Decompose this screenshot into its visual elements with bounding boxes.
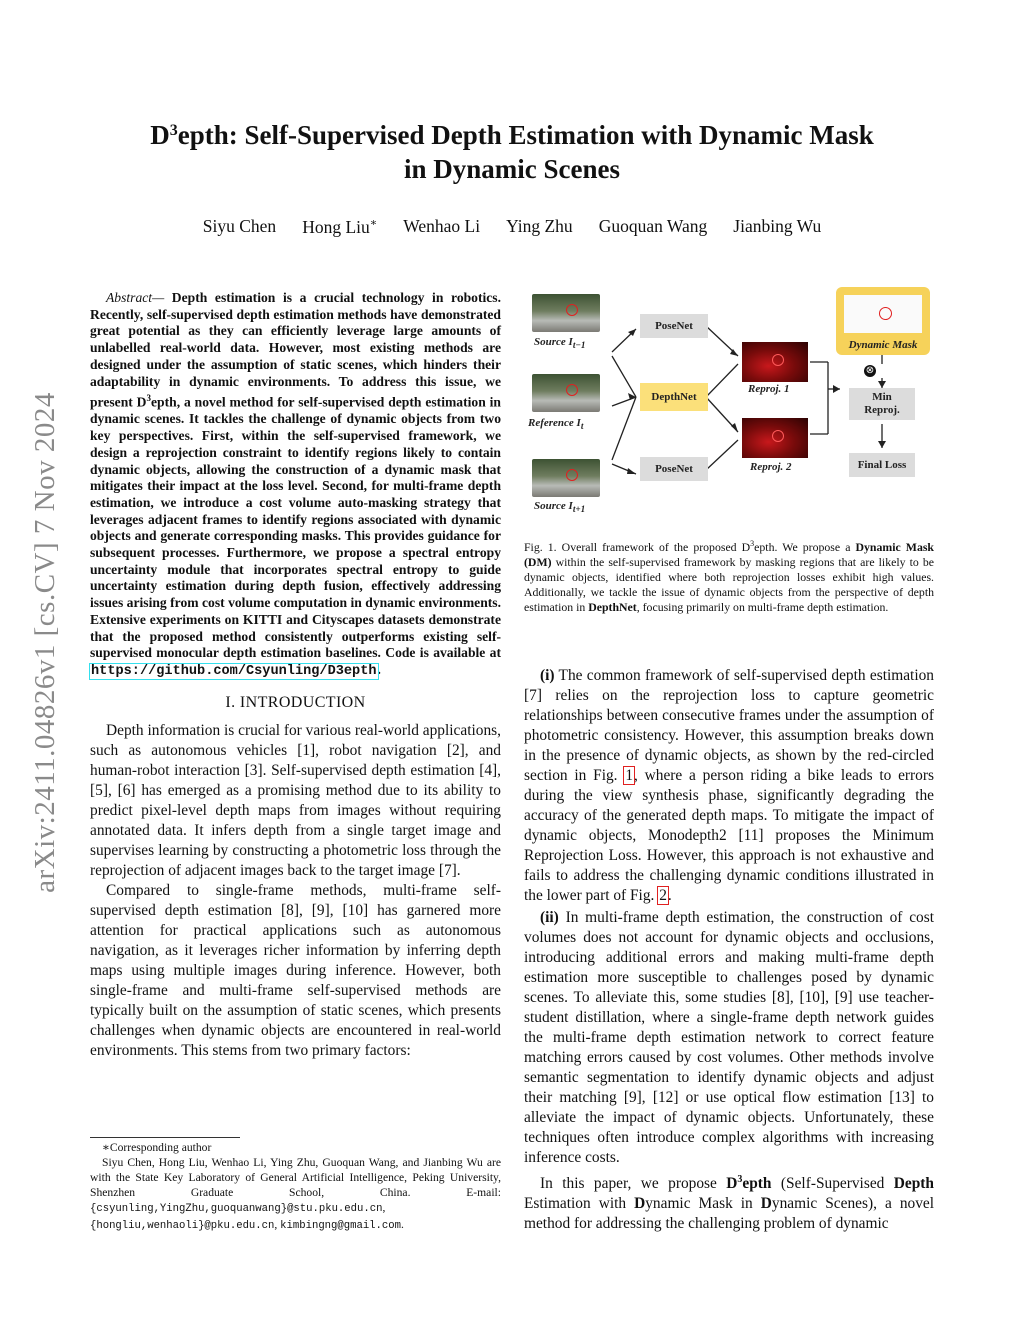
author-list	[112, 216, 912, 238]
right-paragraph-2	[524, 908, 934, 1168]
footnote-affiliation	[90, 1155, 501, 1234]
intro-paragraph-1: Depth information is crucial for various real-world applications, such as autonomous vehicles [1], robot navigation [2], and human-robot interaction [3]. Self-supervised depth estimation [4], [5], [6] has emerged as a promising method due to its ability to predict pixel-level depth maps from images without requiring annotated data. It infers depth from a single target image and supervises learning by constructing a photometric loss through the reprojection of adjacent images back to the target image [7].	[90, 721, 501, 879]
figure-caption	[524, 536, 934, 615]
reference-frame-image	[532, 374, 600, 412]
dynamic-mask-image	[844, 295, 922, 333]
reprojection-2-map	[742, 418, 808, 458]
para-bold: epth	[742, 1175, 772, 1193]
code-link[interactable]: https://github.com/Csyunling/D3epth	[91, 664, 377, 679]
figure-caption-block	[524, 536, 934, 615]
abstract-lead: Abstract—	[106, 290, 165, 305]
para-text: .	[667, 887, 672, 904]
email-link[interactable]: kimbingng@gmail.com	[280, 1220, 401, 1232]
author: Jianbing Wu	[733, 216, 822, 236]
right-paragraph-3	[524, 1170, 934, 1234]
arrowhead	[878, 441, 886, 448]
title-superscript: 3	[169, 122, 178, 139]
final-loss-box: Final Loss	[849, 453, 915, 477]
label-text: Source I	[534, 336, 573, 348]
footnote-rule	[90, 1137, 240, 1138]
source-frame-next-image	[532, 459, 600, 497]
label-sub: t	[580, 421, 584, 432]
arrow	[706, 440, 738, 470]
caption-bold: DepthNet	[588, 599, 637, 614]
author: Ying Zhu	[506, 216, 573, 236]
para-text: (Self-Supervised	[771, 1175, 894, 1193]
author-corresponding	[302, 216, 377, 238]
caption-sup: 3	[750, 539, 755, 548]
intro-paragraph-2: Compared to single-frame methods, multi-frame self-supervised depth estimation [8], [9], [10] has garnered more attention for practical applications such as autonomous navigation, as it leverages richer information by inferring depth maps using multiple images during inference. However, both single-frame and multi-frame self-supervised methods are typically built on the assumption of static scenes, which presents challenges when dynamic objects are encountered in real-world environments. This stems from two primary factors:	[90, 881, 501, 1059]
paper-title	[112, 118, 912, 186]
title-line-2: in Dynamic Scenes	[404, 154, 620, 184]
footnote-corresponding: ∗Corresponding author	[102, 1141, 212, 1154]
email-link[interactable]: {hongliu,wenhaoli}@pku.edu.cn	[90, 1220, 275, 1232]
section-heading-introduction: I. INTRODUCTION	[225, 693, 366, 711]
label-text: Reference I	[528, 417, 581, 429]
para-bold: D	[760, 1195, 772, 1213]
abstract-text-2: epth, a novel method for self-supervised depth estimation in dynamic scenes. It tackles the challenge of dynamic objects from two key perspectives. First, within the self-supervised framework, we design a reprojection constraint to identify regions likely to contain dynamic objects, allowing the construction of a dynamic mask that mitigates their impact at the loss level. Second, for multi-frame depth estimation, we introduce a cost volume auto-masking strategy that leverages adjacent frames to identify regions associated with dynamic objects and generate corresponding masks. This provides guidance for subsequent processes. Furthermore, we propose a spectral entropy uncertainty module that incorporates spectral entropy to guide uncertainty estimation during depth fusion, effectively addressing issues arising from cost volume computation in dynamic environments. Extensive experiments on KITTI and Cityscapes datasets demonstrate that the proposed method consistently outperforms existing self-supervised monocular depth estimation baselines. Code is available at	[90, 394, 501, 661]
label-sub: t−1	[572, 340, 586, 351]
para-text: In multi-frame depth estimation, the construction of cost volumes does not account for dynamic objects and occlusions, introducing additional errors and making multi-frame depth estimation more susceptible to challenges posed by dynamic scenes. To alleviate this, some studies [8], [10], [9] use teacher-student distillation, where a single-frame depth network guides the multi-frame depth estimation network to correct feature matching errors caused by cost volumes. Other methods involve semantic segmentation to identify dynamic objects and adjust their matching [9], [12] or use optical flow estimation [13] to alleviate the impact of dynamic objects. Unfortunately, these techniques often introduce complex algorithms with increasing inference costs.	[524, 909, 934, 1166]
caption-text: Fig. 1. Overall framework of the proposed D	[524, 539, 751, 554]
depthnet-box: DepthNet	[640, 383, 708, 411]
reproj1-label: Reproj. 1	[748, 383, 790, 395]
abstract-sup: 3	[146, 393, 152, 404]
dynamic-mask-panel	[836, 287, 930, 355]
para-text: ynamic Scenes), a novel method for addressing the challenging problem of dynamic	[524, 1195, 935, 1233]
para-text: ynamic Mask in	[645, 1195, 761, 1213]
arrowhead	[627, 468, 636, 474]
multiply-operator-icon: ⊗	[865, 365, 875, 376]
footnote	[90, 1137, 501, 1234]
label-text: Source I	[534, 500, 573, 512]
arrow	[612, 397, 636, 460]
author-name: Hong Liu	[302, 216, 370, 237]
para-bold-sup: 3	[737, 1174, 743, 1185]
reprojection-1-map	[742, 342, 808, 382]
right-column-body	[524, 666, 934, 1234]
arrowhead	[878, 381, 886, 388]
source-next-label	[534, 500, 585, 514]
para-text: Estimation with	[524, 1195, 635, 1213]
caption-bold: Dynamic Mask (DM)	[524, 539, 934, 569]
figure-reference-link[interactable]: 2	[659, 887, 667, 904]
right-paragraph-1	[524, 666, 934, 906]
min-reproj-line2: Reproj.	[864, 404, 900, 416]
para-bold: D	[726, 1175, 738, 1193]
para-label: (i)	[540, 667, 555, 684]
arxiv-identifier	[28, 355, 61, 930]
author: Siyu Chen	[202, 216, 277, 236]
para-text: In this paper, we propose	[540, 1175, 727, 1193]
min-reproj-line1: Min	[872, 391, 892, 403]
corresponding-mark: ∗	[369, 217, 378, 229]
para-text: The common framework of self-supervised depth estimation [7] relies on the reprojection loss to capture geometric relationships between consecutive frames under the assumption of photometric consistency. However, this assumption breaks down in the presence of dynamic objects, as shown by the red-circled section in Fig.	[524, 667, 934, 784]
author: Wenhao Li	[403, 216, 481, 236]
dynamic-mask-label: Dynamic Mask	[848, 339, 918, 351]
arrowhead	[731, 423, 738, 432]
abstract	[90, 290, 501, 681]
para-text: , where a person riding a bike leads to errors during the view synthesis phase, significantly degrading the accuracy of the generated depth maps. To mitigate the impact of dynamic objects, Monodepth2 [11] proposes the Minimum Reprojection Loss. However, this approach is not exhaustive and fails to address the challenging dynamic conditions illustrated in the lower part of Fig.	[524, 767, 934, 904]
para-bold: D	[634, 1195, 646, 1213]
caption-text: within the self-supervised framework by masking regions that are likely to be dynamic objects, identified where both reprojection losses exhibit high values. Additionally, we tackle the issue of dynamic objects from the perspective of depth estimation in	[524, 554, 934, 614]
title-line-1	[112, 118, 912, 152]
reproj2-label: Reproj. 2	[750, 461, 792, 473]
label-sub: t+1	[572, 504, 586, 515]
title-prefix: D	[150, 120, 170, 150]
reference-label	[528, 417, 583, 431]
affiliation-text: Siyu Chen, Hong Liu, Wenhao Li, Ying Zhu, Guoquan Wang, and Jianbing Wu are with the State Key Laboratory of General Artificial Intelligence, Peking University, Shenzhen Graduate School, China. E-mail:	[90, 1156, 501, 1199]
source-frame-prev-image	[532, 294, 600, 332]
posenet-top-box: PoseNet	[640, 314, 708, 338]
footnote-end: .	[400, 1218, 404, 1231]
left-column	[90, 290, 501, 1061]
email-link[interactable]: {csyunling,YingZhu,guoquanwang}@stu.pku.edu.cn	[90, 1203, 383, 1215]
arxiv-id-text: arXiv:2411.04826v1 [cs.CV] 7 Nov 2024	[28, 392, 61, 893]
separator: ,	[382, 1201, 386, 1214]
arrow	[612, 356, 636, 397]
source-prev-label	[534, 336, 585, 350]
min-reproj-box	[849, 388, 915, 420]
figure-reference-link[interactable]: 1	[625, 767, 634, 784]
abstract-end: .	[377, 662, 381, 677]
author: Guoquan Wang	[598, 216, 708, 236]
title-rest: epth: Self-Supervised Depth Estimation with Dynamic Mask	[177, 120, 874, 150]
separator: ,	[274, 1218, 281, 1231]
caption-text: epth. We propose a	[754, 539, 856, 554]
para-bold: Depth	[893, 1175, 934, 1193]
posenet-bottom-box: PoseNet	[640, 457, 708, 481]
arrow	[706, 364, 738, 397]
arrowhead	[833, 385, 840, 393]
abstract-text-1: Depth estimation is a crucial technology in robotics. Recently, self-supervised depth estimation methods have demonstrated great potential as they can efficiently leverage large amounts of unlabelled real-world data. However, most existing methods are designed under the assumption of static scenes, which hinders their adaptability in dynamic environments. To address this issue, we present D	[90, 290, 501, 410]
figure-1	[524, 284, 934, 524]
caption-text: , focusing primarily on multi-frame depth estimation.	[636, 599, 889, 614]
para-label: (ii)	[540, 909, 559, 926]
